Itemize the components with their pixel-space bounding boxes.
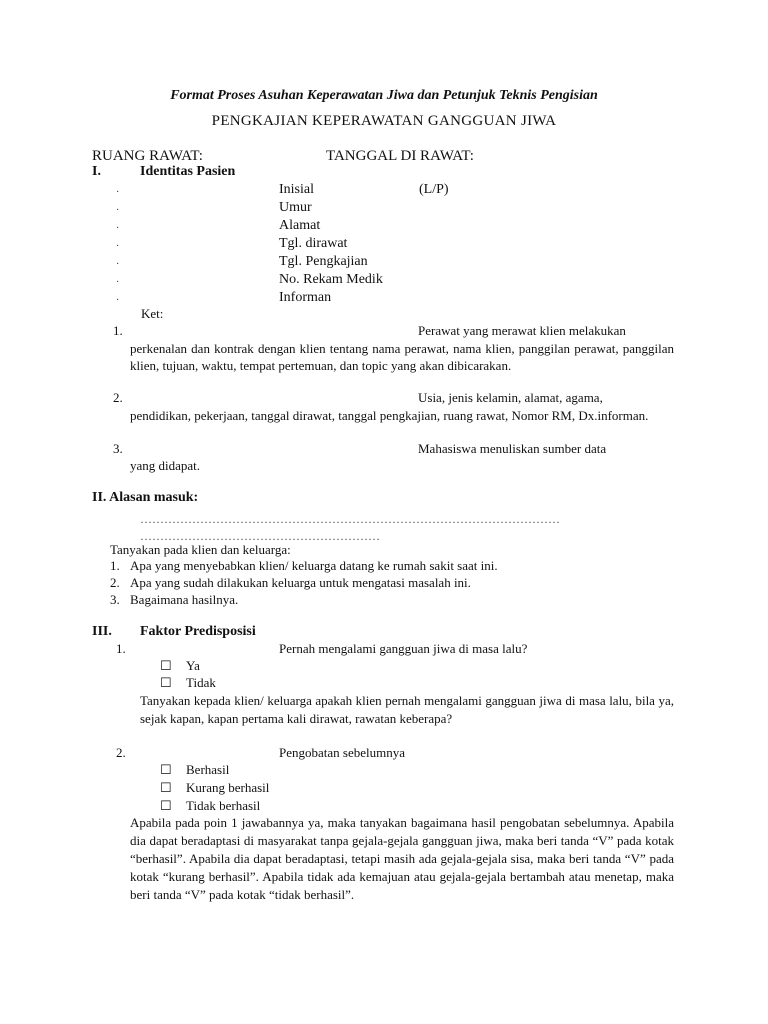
question-2-text: Pengobatan sebelumnya (279, 745, 405, 760)
field-inisial: Inisial (279, 182, 314, 197)
bullet-icon: · (116, 277, 120, 288)
checkbox-tidak-berhasil[interactable]: ☐ (160, 798, 172, 813)
field-tgl-dirawat: Tgl. dirawat (279, 236, 348, 251)
option-berhasil-label: Berhasil (186, 762, 230, 777)
bullet-icon: · (116, 241, 120, 252)
question-1-text: Pernah mengalami gangguan jiwa di masa lalu? (279, 641, 528, 656)
section-1-number: I. (92, 164, 101, 179)
ruang-rawat-label: RUANG RAWAT: (92, 148, 203, 164)
blank-line-2: …………………………………………………… (140, 529, 380, 543)
field-gender: (L/P) (419, 182, 449, 197)
note-1-text: perkenalan dan kontrak dengan klien tentang nama perawat, nama klien, panggilan perawat, panggilan klien, tujuan, waktu, tempat pertemuan, dan topic yang akan dibicarakan. (130, 341, 674, 373)
question-2-number: 2. (116, 745, 126, 760)
field-tgl-pengkajian: Tgl. Pengkajian (279, 254, 368, 269)
option-tidak-berhasil-label: Tidak berhasil (186, 798, 261, 813)
list-item: Apa yang sudah dilakukan keluarga untuk mengatasi masalah ini. (130, 575, 471, 590)
checkbox-ya[interactable]: ☐ (160, 658, 172, 673)
checkbox-kurang-berhasil[interactable]: ☐ (160, 780, 172, 795)
document-title: Format Proses Asuhan Keperawatan Jiwa dan Petunjuk Teknis Pengisian (170, 88, 598, 103)
option-tidak-label: Tidak (186, 675, 216, 690)
list-number: 3. (110, 592, 120, 607)
bullet-icon: · (116, 187, 120, 198)
ket-label: Ket: (141, 306, 164, 321)
field-no-rekam-medik: No. Rekam Medik (279, 272, 383, 287)
field-umur: Umur (279, 200, 312, 215)
note-3-first: Mahasiswa menuliskan sumber data (418, 441, 607, 456)
note-3-number: 3. (113, 441, 123, 456)
note-2-text: pendidikan, pekerjaan, tanggal dirawat, tanggal pengkajian, ruang rawat, Nomor RM, Dx.informan. (130, 408, 649, 423)
section-1-title: Identitas Pasien (140, 164, 236, 179)
note-2-number: 2. (113, 390, 123, 405)
note-2-first: Usia, jenis kelamin, alamat, agama, (418, 390, 603, 405)
option-kurang-berhasil-label: Kurang berhasil (186, 780, 270, 795)
checkbox-berhasil[interactable]: ☐ (160, 762, 172, 777)
section-2-intro: Tanyakan pada klien dan keluarga: (110, 542, 291, 557)
checkbox-tidak[interactable]: ☐ (160, 675, 172, 690)
bullet-icon: · (116, 259, 120, 270)
note-1-number: 1. (113, 323, 123, 338)
tanggal-dirawat-label: TANGGAL DI RAWAT: (326, 148, 474, 164)
option-ya-label: Ya (186, 658, 200, 673)
section-3-number: III. (92, 624, 112, 639)
question-1-number: 1. (116, 641, 126, 656)
note-3-text: yang didapat. (130, 458, 201, 473)
section-2-title: II. Alasan masuk: (92, 490, 199, 505)
field-informan: Informan (279, 290, 332, 305)
question-1-note: Tanyakan kepada klien/ keluarga apakah klien pernah mengalami gangguan jiwa di masa lalu, bila ya, sejak kapan, kapan pertama kali dirawat, rawatan keberapa? (140, 693, 674, 726)
list-item: Bagaimana hasilnya. (130, 592, 239, 607)
list-item: Apa yang menyebabkan klien/ keluarga datang ke rumah sakit saat ini. (130, 558, 498, 573)
note-1-first: Perawat yang merawat klien melakukan (418, 323, 626, 338)
bullet-icon: · (116, 205, 120, 216)
blank-line-1: …………………………………………………………………………………………… (140, 512, 560, 526)
bullet-icon: · (116, 295, 120, 306)
section-3-title: Faktor Predisposisi (140, 624, 256, 639)
list-number: 2. (110, 575, 120, 590)
list-number: 1. (110, 558, 120, 573)
bullet-icon: · (116, 223, 120, 234)
field-alamat: Alamat (279, 218, 321, 233)
document-subtitle: PENGKAJIAN KEPERAWATAN GANGGUAN JIWA (211, 113, 557, 129)
question-2-note: Apabila pada poin 1 jawabannya ya, maka tanyakan bagaimana hasil pengobatan sebelumnya. Apabila dia dapat beradaptasi di masyarakat tanpa gejala-gejala gangguan jiwa, maka beri tanda “V” pada kotak “berhasil”. Apabila dia dapat beradaptasi, tetapi masih ada gejala-gejala sisa, maka beri tanda “V” pada kotak “kurang berhasil”. Apabila tidak ada kemajuan atau gejala-gejala bertambah atau menetap, maka beri tanda “V” pada kotak “tidak berhasil”. (130, 815, 674, 902)
